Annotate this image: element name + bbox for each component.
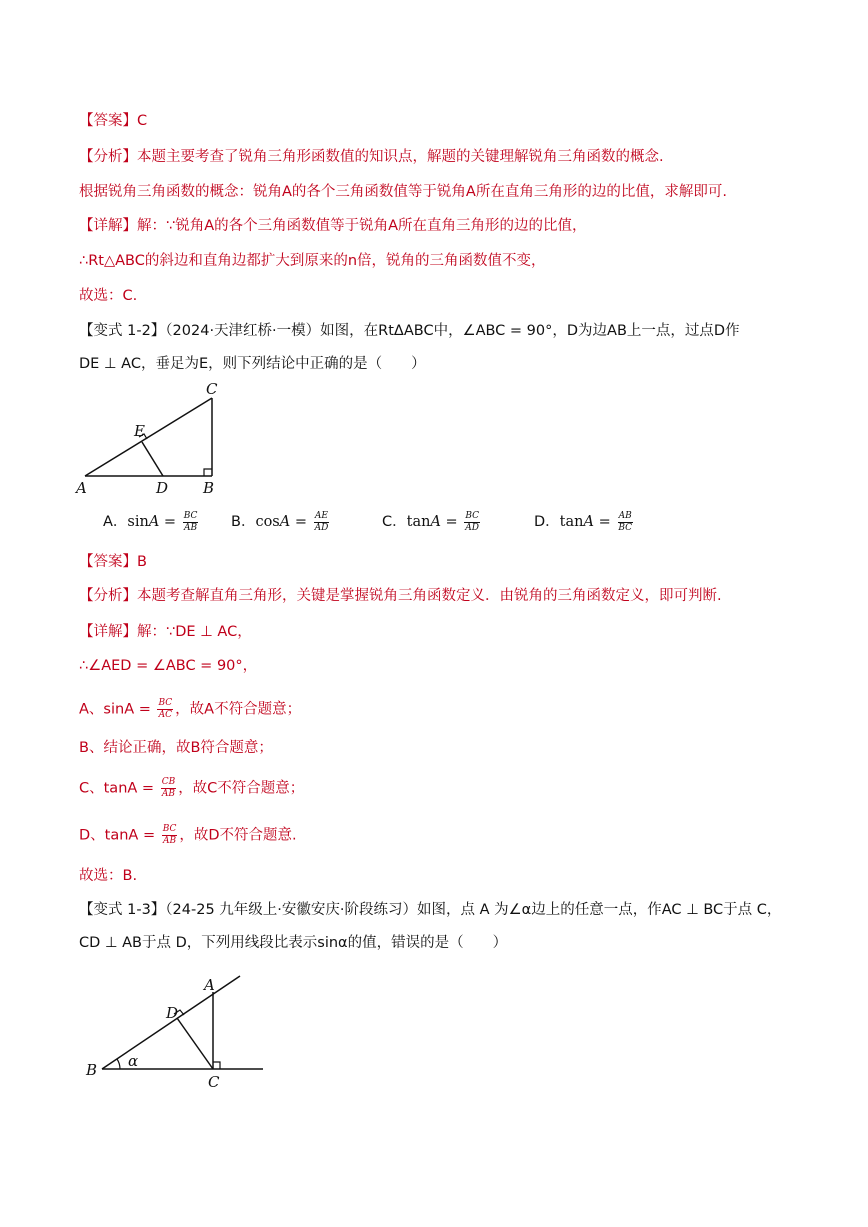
q3-angle-figure bbox=[80, 970, 280, 1095]
q3-label-alpha: α bbox=[128, 1052, 139, 1070]
q2-analysis: 【分析】本题考查解直角三角形，关键是掌握锐角三角函数定义．由锐角的三角函数定义，即可判断. bbox=[79, 588, 722, 604]
item-prefix: C、tanA = bbox=[79, 780, 159, 797]
fraction-denominator: AB bbox=[162, 836, 177, 846]
q2-label-d: D bbox=[156, 479, 169, 497]
q2-item-b: B、结论正确，故B符合题意； bbox=[79, 740, 273, 756]
fraction-denominator: AB bbox=[183, 522, 198, 533]
q2-stem-line-1: 【变式 1-2】（2024·天津红桥·一模）如图，在RtΔABC中，∠ABC = 90°，D为边AB上一点，过点D作 bbox=[79, 323, 740, 339]
q2-label-b: B bbox=[203, 479, 215, 497]
q3-label-b: B bbox=[86, 1061, 98, 1079]
q1-choice: 故选：C. bbox=[79, 288, 138, 304]
option-fraction bbox=[464, 511, 480, 534]
q2-item-a bbox=[79, 698, 301, 721]
q1-detail-line-2: ∴Rt△ABC的斜边和直角边都扩大到原来的n倍，锐角的三角函数值不变， bbox=[79, 253, 546, 269]
fraction-denominator: AC bbox=[158, 710, 173, 720]
option-letter: D． bbox=[534, 514, 560, 530]
q2-option-d[interactable]: D．tanA = $\frac{AB}{BC}$ bbox=[534, 510, 633, 533]
q1-analysis-line-1: 【分析】本题主要考查了锐角三角形函数值的知识点，解题的关键理解锐角三角函数的概念. bbox=[79, 149, 664, 165]
fraction-numerator: BC bbox=[183, 510, 198, 521]
option-fraction bbox=[617, 511, 633, 534]
q2-option-a[interactable]: A．sinA = $\frac{BC}{AB}$ bbox=[103, 510, 198, 533]
q3-stem-line-2: CD ⊥ AB于点 D，下列用线段比表示sinα的值，错误的是（ ） bbox=[79, 935, 508, 951]
option-letter: B． bbox=[231, 514, 256, 530]
option-var: A bbox=[430, 514, 441, 530]
fraction-numerator: AB bbox=[618, 510, 632, 521]
fraction-numerator: CB bbox=[161, 777, 176, 787]
option-var: A bbox=[583, 514, 594, 530]
option-var: A bbox=[148, 514, 160, 530]
option-fraction bbox=[183, 511, 199, 534]
q2-detail-line-2: ∴∠AED = ∠ABC = 90°， bbox=[79, 658, 258, 674]
item-prefix: D、tanA = bbox=[79, 827, 160, 844]
q2-label-a: A bbox=[76, 479, 87, 497]
item-suffix: ，故A不符合题意； bbox=[175, 701, 302, 718]
q1-answer: 【答案】C bbox=[79, 113, 148, 129]
fraction-denominator: AD bbox=[314, 522, 329, 533]
q2-detail-line-1: 【详解】解：∵DE ⊥ AC， bbox=[79, 624, 252, 640]
option-func: cos bbox=[255, 514, 280, 530]
q1-analysis-line-2: 根据锐角三角函数的概念：锐角A的各个三角函数值等于锐角A所在直角三角形的边的比值，求解即可. bbox=[79, 184, 727, 200]
option-letter: C． bbox=[382, 514, 407, 530]
q2-answer: 【答案】B bbox=[79, 554, 147, 570]
q1-detail-line-1: 【详解】解：∵锐角A的各个三角函数值等于锐角A所在直角三角形的边的比值， bbox=[79, 218, 587, 234]
q2-label-c: C bbox=[206, 380, 218, 398]
q2-label-e: E bbox=[134, 422, 145, 440]
option-func: tan bbox=[406, 514, 431, 530]
q3-label-d: D bbox=[166, 1004, 179, 1022]
option-func: tan bbox=[559, 514, 584, 530]
q2-option-b[interactable]: B．cosA = $\frac{AE}{AD}$ bbox=[231, 510, 329, 533]
fraction-denominator: BC bbox=[618, 522, 633, 533]
item-suffix: ，故C不符合题意； bbox=[178, 780, 305, 797]
q2-choice: 故选：B. bbox=[79, 868, 138, 884]
fraction-numerator: BC bbox=[465, 510, 479, 521]
q3-label-a: A bbox=[204, 976, 215, 994]
option-fraction bbox=[314, 511, 330, 534]
q2-stem-line-2: DE ⊥ AC，垂足为E，则下列结论中正确的是（ ） bbox=[79, 356, 426, 372]
item-prefix: A、sinA = bbox=[79, 701, 156, 718]
fraction-denominator: AD bbox=[465, 522, 480, 533]
q2-option-c[interactable]: C．tanA = $\frac{BC}{AD}$ bbox=[382, 510, 480, 533]
q2-item-c bbox=[79, 777, 304, 800]
fraction-numerator: AE bbox=[314, 510, 328, 521]
item-suffix: ，故D不符合题意. bbox=[179, 827, 297, 844]
item-fraction bbox=[161, 777, 177, 800]
q3-label-c: C bbox=[208, 1073, 220, 1091]
q2-item-d bbox=[79, 824, 297, 847]
option-letter: A． bbox=[103, 514, 128, 530]
option-func: sin bbox=[127, 514, 149, 530]
option-var: A bbox=[279, 514, 291, 530]
fraction-numerator: BC bbox=[162, 824, 177, 834]
q3-stem-line-1: 【变式 1-3】（24-25 九年级上·安徽安庆·阶段练习）如图，点 A 为∠α边上的任意一点，作AC ⊥ BC于点 C， bbox=[79, 902, 782, 918]
q2-triangle-figure bbox=[70, 378, 240, 498]
fraction-numerator: BC bbox=[158, 698, 173, 708]
fraction-denominator: AB bbox=[161, 789, 175, 799]
item-fraction bbox=[157, 698, 173, 721]
item-fraction bbox=[162, 824, 178, 847]
